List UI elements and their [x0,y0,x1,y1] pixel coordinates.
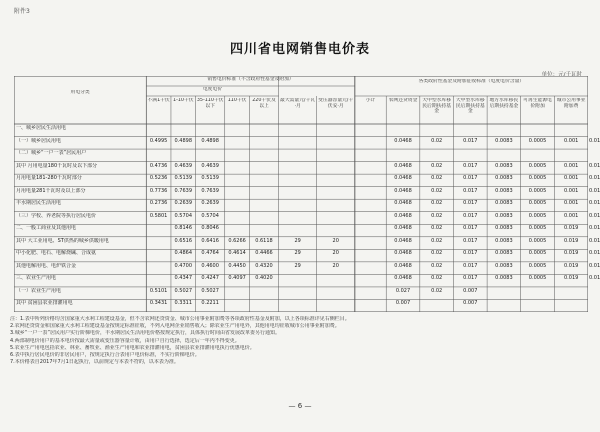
table-cell: 0.2736 [149,200,168,207]
table-cell: 29 [294,237,301,244]
table-cell: 0.4898 [201,137,219,144]
note-line: 注：1.表中所列价格均含国家重大水利工程建设基金，但不含农网还贷资金、城市公用事业附加费等各项政府性基金及附加，以上各项标准详见右侧栏目。 [10,316,350,322]
note-line: 2.农网还贷资金和国家重大水利工程建设基金按规定标准征收，不列入电网企业销售收入；除农业生产用电外，其他用电均征收城市公用事业附加费。 [10,323,340,330]
note-line: 7.本价格表自2017年7月1日起执行，以前规定与本表不符的，以本表为准。 [10,359,179,366]
table-cell: 0.0005 [528,137,547,144]
table-cell: 0.4736 [149,162,168,169]
table-cell: 0.01 [589,250,600,257]
column-header: 地方水库移民后期扶持基金 [489,98,519,109]
table-cell: 0.4639 [201,162,219,169]
table-cell: 0.017 [463,187,478,194]
table-cell: 0.7639 [201,187,219,194]
table-cell: 0.02 [431,225,443,232]
page-number: — 6 — [288,402,312,410]
table-cell: 0.4466 [255,250,273,257]
note-line: 5.农业生产用电包括农业、林业、畜牧业、渔业生产用电和农业排灌用电，贫困县农业排灌用电执行优惠电价。 [10,344,255,351]
table-cell: 0.007 [463,300,478,307]
table-cell: 0.2639 [201,200,219,207]
table-cell: 0.02 [431,137,443,144]
table-cell: 0.3311 [174,300,193,307]
column-header: 220千伏及以上 [252,98,276,109]
table-cell: 0.6118 [255,237,273,244]
row-label: 其他电解用电、电炉铁合金 [16,262,77,269]
table-cell: 0.0468 [394,275,412,282]
column-header: 农网还贷资金 [388,98,418,103]
table-cell: 0.017 [463,225,478,232]
table-cell: 0.019 [564,225,579,232]
table-cell: 0.5801 [149,212,168,219]
price-table [14,76,600,312]
table-cell: 0.5704 [174,212,193,219]
row-label: （一）城乡居民用电 [16,137,62,144]
document-title: 四川省电网销售电价表 [229,42,370,57]
table-cell: 0.02 [431,212,443,219]
table-cell: 0.0005 [528,162,547,169]
table-cell: 0.01 [589,262,600,269]
table-cell: 0.017 [463,262,478,269]
table-cell: 0.0083 [495,137,513,144]
table-cell: 0.001 [564,175,579,182]
table-cell: 0.0005 [528,262,547,269]
row-label: 其中 月用电量180千瓦时及以下部分 [16,162,98,169]
table-cell: 0.0468 [394,200,412,207]
table-cell: 0.0005 [528,250,547,257]
table-cell: 0.02 [431,175,443,182]
table-cell: 0.2639 [174,200,193,207]
table-cell: 0.001 [564,212,579,219]
table-cell: 0.0468 [394,162,412,169]
column-header: 最大需量元/千瓦·月 [280,98,316,109]
table-cell: 0.01 [589,162,600,169]
table-cell: 0.027 [395,287,411,294]
table-cell: 0.017 [463,175,478,182]
table-cell: 0.0468 [394,175,412,182]
group-subheader: 电度电价 [202,87,223,92]
table-cell: 0.0083 [495,275,513,282]
table-cell: 0.4864 [174,250,193,257]
table-cell: 0.0468 [394,225,412,232]
column-header: 变压器容量元/千伏安·月 [318,98,354,109]
table-cell: 0.0468 [394,187,412,194]
group-header: 各类政府性基金及附加征收标准（电度电价含量） [418,79,525,84]
table-cell: 0.02 [431,162,443,169]
table-cell: 0.4614 [228,250,246,257]
table-cell: 0.017 [463,162,478,169]
table-cell: 0.001 [564,162,579,169]
column-header: 小计 [365,98,376,103]
table-cell: 0.5101 [149,287,168,294]
table-cell: 0.0005 [528,212,547,219]
table-cell: 0.0083 [495,200,513,207]
group-header: 销售电价标准（不含政府性基金及附加） [207,77,294,82]
table-cell: 0.0005 [528,187,547,194]
table-cell: 0.4898 [174,137,193,144]
column-header: 110千伏 [227,98,247,103]
table-cell: 0.4639 [174,162,193,169]
table-cell: 0.007 [463,287,478,294]
column-header: 1-10千伏 [173,98,194,103]
table-cell: 0.5139 [201,175,219,182]
table-cell: 0.7639 [174,187,193,194]
row-label: 二、一般工商业及其他用电 [16,225,77,232]
table-cell: 0.0005 [528,225,547,232]
table-cell: 0.0468 [394,137,412,144]
table-cell: 29 [294,262,301,269]
table-cell: 0.02 [431,237,443,244]
table-cell: 0.0468 [394,250,412,257]
row-label: 月用电量181-280千瓦时部分 [16,175,82,182]
table-cell: 0.01 [589,137,600,144]
table-cell: 0.4020 [255,275,273,282]
table-cell: 0.5704 [201,212,219,219]
table-cell: 0.3431 [149,300,168,307]
row-label: 一、城乡居民生活用电 [16,125,67,131]
table-cell: 0.019 [564,275,579,282]
table-cell: 0.0083 [495,175,513,182]
table-cell: 0.6516 [174,237,193,244]
table-cell: 0.0005 [528,275,547,282]
row-label: 三、农业生产用电 [16,275,57,282]
table-cell: 0.02 [431,187,443,194]
table-cell: 0.01 [589,212,600,219]
table-cell: 0.4097 [228,275,246,282]
table-cell: 0.0083 [495,162,513,169]
unit-label: 单位：元/千瓦时 [541,72,582,78]
table-cell: 0.017 [463,237,478,244]
table-cell: 0.0468 [394,212,412,219]
table-cell: 0.5139 [174,175,193,182]
table-cell: 0.4700 [174,262,193,269]
column-header: 大中型水库移民后期扶持基金 [422,98,452,114]
table-cell: 0.0083 [495,212,513,219]
table-cell: 0.4995 [149,137,168,144]
table-cell: 0.0083 [495,225,513,232]
row-label: 月用电量281千瓦时及以上部分 [16,187,86,194]
table-cell: 0.6416 [201,237,219,244]
table-cell: 0.007 [395,300,411,307]
row-label: （一）农业生产用电 [16,287,62,294]
table-cell: 20 [332,237,339,244]
table-cell: 0.0083 [495,237,513,244]
table-cell: 0.02 [431,200,443,207]
table-cell: 0.01 [589,275,600,282]
table-cell: 0.017 [463,200,478,207]
table-cell: 0.4347 [174,275,193,282]
table-cell: 0.017 [463,275,478,282]
table-cell: 0.5236 [149,175,168,182]
table-cell: 0.01 [589,237,600,244]
table-cell: 0.0083 [495,250,513,257]
table-cell: 0.2211 [201,300,219,307]
table-cell: 0.02 [431,250,443,257]
table-cell: 0.0083 [495,262,513,269]
column-header: 用电分类 [70,90,90,95]
table-cell: 0.01 [589,187,600,194]
table-cell: 0.001 [564,200,579,207]
table-cell: 0.017 [463,137,478,144]
table-cell: 0.01 [589,225,600,232]
table-cell: 0.5027 [201,287,219,294]
table-cell: 0.7736 [149,187,168,194]
table-cell: 0.0468 [394,262,412,269]
table-cell: 20 [332,262,339,269]
table-cell: 0.017 [463,250,478,257]
table-cell: 0.0005 [528,200,547,207]
table-cell: 0.8146 [174,225,193,232]
table-cell: 0.02 [431,275,443,282]
column-header: 35-110千伏以下 [196,98,224,109]
row-label: 其中 大工业用电、ST供热的城乡供暖用电 [16,237,109,244]
notes-section [10,316,590,366]
table-cell: 0.6266 [228,237,246,244]
table-cell: 0.4320 [255,262,273,269]
table-cell: 29 [294,250,301,257]
row-label: 丰水期居民生活用电 [16,200,62,207]
table-cell: 0.0083 [495,187,513,194]
table-cell: 0.0005 [528,175,547,182]
table-cell: 0.017 [463,212,478,219]
table-cell: 0.4247 [201,275,219,282]
row-label: （三）学校、养老院等执行居民电价 [16,212,97,219]
table-cell: 0.001 [564,187,579,194]
table-cell: 0.0005 [528,237,547,244]
row-label: （二）城乡“一户一表”居民用户 [16,150,87,157]
table-cell: 0.01 [589,200,600,207]
table-cell: 0.4764 [201,250,219,257]
table-cell: 0.4450 [228,262,246,269]
note-line: 6.表中执行居民电价的非居民用户，按规定执行合表用户电价标准，不实行阶梯电价。 [10,352,200,359]
table-cell: 20 [332,250,339,257]
table-cell: 0.4600 [201,262,219,269]
table-cell: 0.019 [564,250,579,257]
table-cell: 0.019 [564,237,579,244]
table-cell: 0.01 [589,175,600,182]
table-cell: 0.5027 [174,287,193,294]
note-line: 4.两部制电价用户的基本电价按最大需量或变压器容量计收，由用户自行选择，选定后一年内不得变更。 [10,337,240,344]
table-cell: 0.0468 [394,237,412,244]
note-line: 3.城乡“一户一表”居民用户实行阶梯电价，丰水期居民生活用电价格按规定执行，具体执行时间由省发展改革委另行通知。 [10,330,280,337]
column-header: 城市公用事业附加费 [556,98,586,109]
table-cell: 0.001 [564,137,579,144]
column-header: 大中型水库移民后期扶持基金 [455,98,485,114]
column-header: 可再生能源电价附加 [523,98,552,109]
table-cell: 0.8046 [201,225,219,232]
row-label: 其中 贫困县农业排灌用电 [16,300,73,307]
row-label: 中小化肥、电石、电解烧碱、合成氨 [16,250,97,257]
column-header: 不满1千伏 [147,98,170,103]
attachment-label: 附件3 [14,8,30,15]
table-cell: 0.02 [431,262,443,269]
table-cell: 0.019 [564,262,579,269]
table-cell: 0.02 [431,287,443,294]
